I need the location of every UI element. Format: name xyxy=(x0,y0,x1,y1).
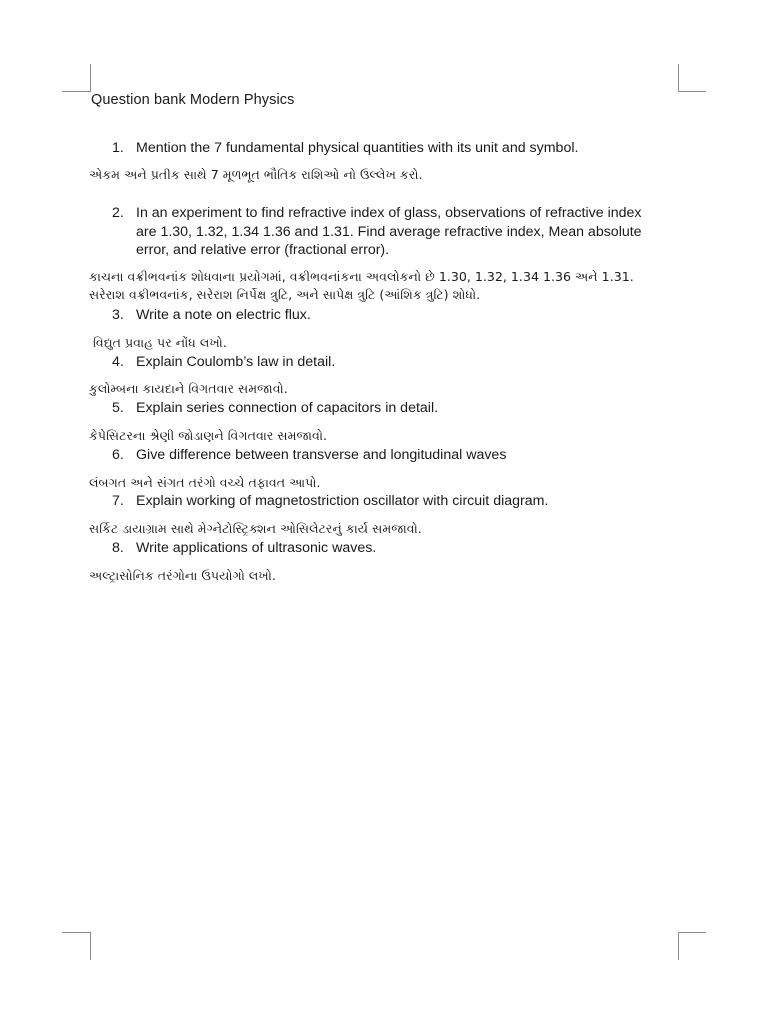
question-number: 6. xyxy=(112,447,124,463)
question-text: Explain working of magnetostriction oscillator with circuit diagram. xyxy=(136,493,549,509)
crop-mark-top-right xyxy=(678,91,706,92)
question-number: 2. xyxy=(112,205,124,221)
question-8-english xyxy=(112,539,377,558)
question-text: Write a note on electric flux. xyxy=(136,307,311,323)
question-number: 5. xyxy=(112,400,124,416)
crop-mark-bottom-left xyxy=(62,932,90,933)
question-3-english xyxy=(112,306,311,325)
question-4-english xyxy=(112,353,336,372)
question-number: 7. xyxy=(112,493,124,509)
question-6-english xyxy=(112,446,507,465)
question-4-gujarati: કુલોમ્બના કાયદાને વિગતવાર સમજાવો. xyxy=(89,381,288,396)
question-2-gujarati: કાચના વક્રીભવનાંક શોધવાના પ્રયોગમાં, વક્રીભવનાંકના અવલોકનો છે 1.30, 1.32, 1.34 1.36 અને 1.31. સરેરાશ વક્રીભવનાંક, સરેરાશ નિર્પેક્ષ ત્રુટિ, અને સાપેક્ષ ત્રુટિ (આંશિક ત્રુટિ) શોધો. xyxy=(89,269,634,302)
question-5-gujarati: કેપેસિટરના શ્રેણી જોડાણને વિગતવાર સમજાવો. xyxy=(89,428,328,443)
crop-mark-top-right xyxy=(678,64,679,92)
question-text: Explain series connection of capacitors in detail. xyxy=(136,400,439,416)
question-1-gujarati: એકમ અને પ્રતીક સાથે 7 મૂળભૂત ભૌતિક રાશિઓ નો ઉલ્લેખ કરો. xyxy=(89,167,423,182)
crop-mark-bottom-right xyxy=(678,932,706,933)
crop-mark-top-left xyxy=(62,91,90,92)
document-title: Question bank Modern Physics xyxy=(91,92,295,108)
question-text: Explain Coulomb’s law in detail. xyxy=(136,354,336,370)
question-number: 1. xyxy=(112,140,124,156)
question-number: 3. xyxy=(112,307,124,323)
crop-mark-bottom-right xyxy=(678,932,679,960)
question-5-english xyxy=(112,399,439,418)
question-1-english xyxy=(112,139,579,158)
question-number: 4. xyxy=(112,354,124,370)
question-text: Mention the 7 fundamental physical quantities with its unit and symbol. xyxy=(136,140,579,156)
question-2-english xyxy=(112,204,646,260)
question-7-gujarati: સર્કિટ ડાયાગ્રામ સાથે મેગ્નેટોસ્ટ્રિક્શન ઓસિલેટરનું કાર્ય સમજાવો. xyxy=(89,521,422,536)
question-text: Give difference between transverse and longitudinal waves xyxy=(136,447,507,463)
question-6-gujarati: લંબગત અને સંગત તરંગો વચ્ચે તફાવત આપો. xyxy=(89,475,321,490)
crop-mark-top-left xyxy=(90,64,91,92)
question-text: In an experiment to find refractive index of glass, observations of refractive index are 1.30, 1.32, 1.34 1.36 and 1.31. Find average refractive index, Mean absolute error, and relative error (fractional error). xyxy=(136,205,642,258)
question-3-gujarati: વિદ્યુત પ્રવાહ પર નોંધ લખો. xyxy=(93,335,227,350)
question-number: 8. xyxy=(112,540,124,556)
question-8-gujarati: અલ્ટ્રાસોનિક તરંગોના ઉપયોગો લખો. xyxy=(89,568,276,583)
question-7-english xyxy=(112,492,549,511)
crop-mark-bottom-left xyxy=(90,932,91,960)
question-text: Write applications of ultrasonic waves. xyxy=(136,540,377,556)
